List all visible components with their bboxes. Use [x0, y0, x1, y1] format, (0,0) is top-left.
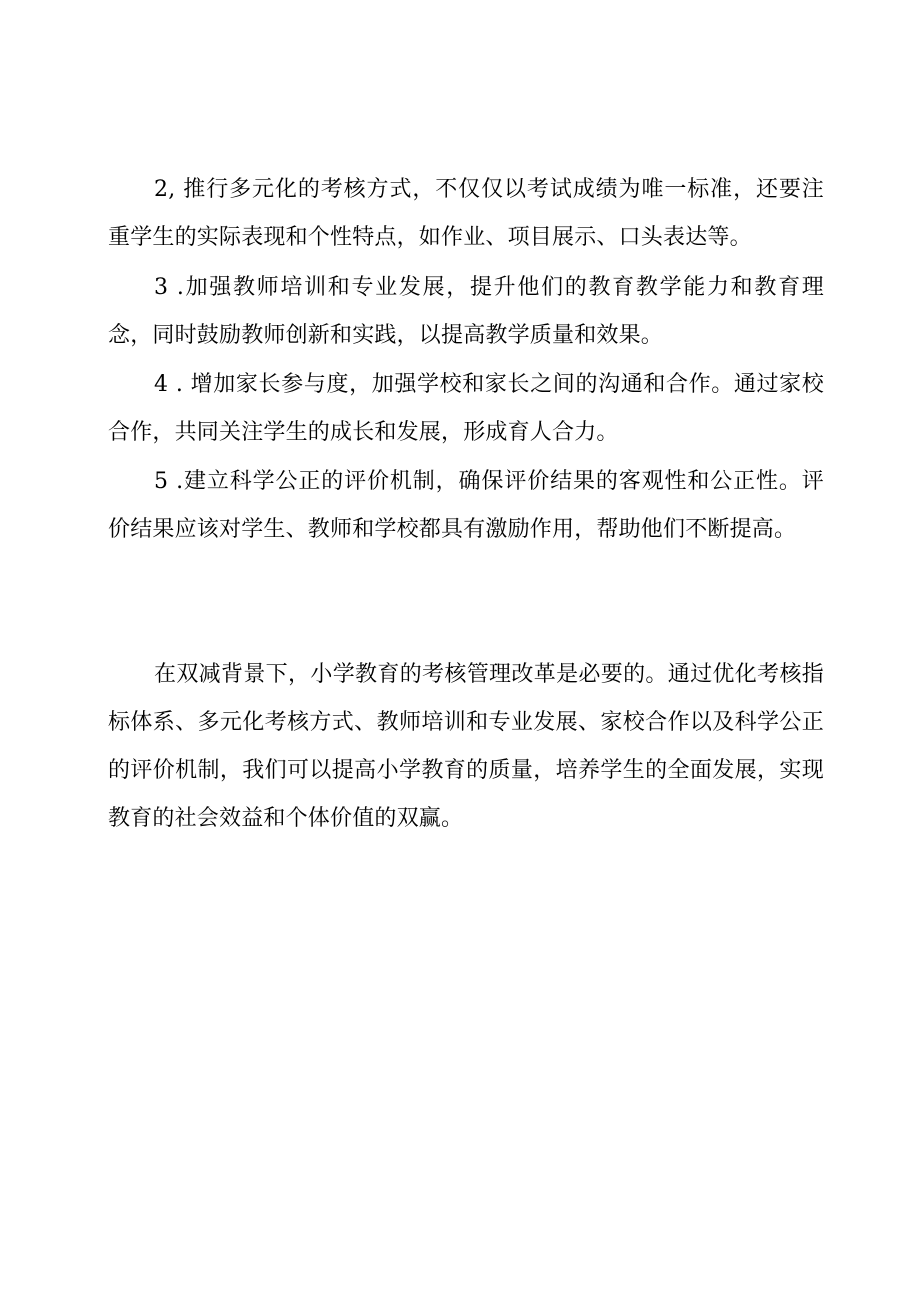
- paragraph-item-3: 3 .加强教师培训和专业发展，提升他们的教育教学能力和教育理念，同时鼓励教师创新和实践，以提高教学质量和效果。: [108, 275, 824, 348]
- paragraph-item-4: 4 . 增加家长参与度，加强学校和家长之间的沟通和合作。通过家校合作，共同关注学生的成长和发展，形成育人合力。: [108, 372, 824, 445]
- conclusion-paragraph: 在双减背景下，小学教育的考核管理改革是必要的。通过优化考核指标体系、多元化考核方式、教师培训和专业发展、家校合作以及科学公正的评价机制，我们可以提高小学教育的质量，培养学生的全面发展，实现教育的社会效益和个体价值的双赢。: [108, 662, 824, 831]
- paragraph-item-2: 2, 推行多元化的考核方式，不仅仅以考试成绩为唯一标准，还要注重学生的实际表现和个性特点，如作业、项目展示、口头表达等。: [108, 177, 824, 250]
- paragraph-item-5: 5 .建立科学公正的评价机制，确保评价结果的客观性和公正性。评价结果应该对学生、教师和学校都具有激励作用，帮助他们不断提高。: [108, 469, 824, 542]
